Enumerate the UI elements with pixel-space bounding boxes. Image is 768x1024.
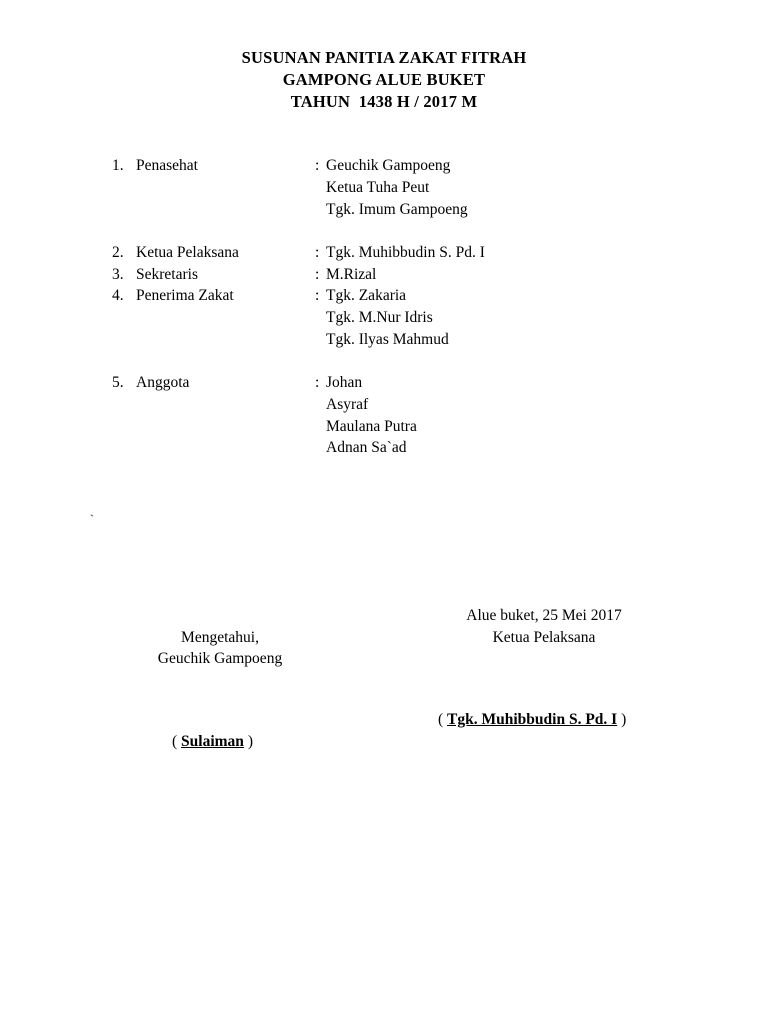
role-label: Ketua Pelaksana — [136, 244, 239, 261]
member-name: Tgk. Ilyas Mahmud — [326, 331, 449, 348]
member-name: Geuchik Gampoeng — [326, 157, 451, 174]
acknowledgement-label: Mengetahui, — [181, 629, 259, 646]
committee-row-anggota — [0, 372, 768, 394]
colon: : — [315, 266, 320, 283]
colon: : — [315, 244, 320, 261]
member-name: Tgk. Muhibbudin S. Pd. I — [326, 244, 485, 261]
signatory-title-left: Geuchik Gampoeng — [157, 650, 283, 667]
committee-row-penerima-zakat — [0, 285, 768, 307]
item-number: 1. — [112, 157, 124, 174]
member-name: Tgk. M.Nur Idris — [326, 309, 433, 326]
committee-row-continued — [0, 416, 768, 438]
signatory-title-right: Ketua Pelaksana — [492, 629, 596, 646]
title-line-2: GAMPONG ALUE BUKET — [282, 70, 486, 89]
member-name: M.Rizal — [326, 266, 377, 283]
committee-row-penasehat — [0, 155, 768, 177]
place-date: Alue buket, 25 Mei 2017 — [466, 607, 622, 624]
member-name: Adnan Sa`ad — [326, 439, 407, 456]
committee-row-continued — [0, 437, 768, 459]
member-name: Asyraf — [326, 396, 369, 413]
member-name: Ketua Tuha Peut — [326, 179, 430, 196]
role-label: Penasehat — [136, 157, 198, 174]
signature-left — [172, 731, 253, 753]
item-number: 4. — [112, 287, 124, 304]
member-name: Maulana Putra — [326, 418, 417, 435]
paren-open: ( — [438, 711, 448, 728]
title-line-3: TAHUN 1438 H / 2017 M — [290, 92, 478, 111]
item-number: 3. — [112, 266, 124, 283]
role-label: Penerima Zakat — [136, 287, 234, 304]
document-title — [0, 47, 768, 113]
stray-mark: ` — [90, 512, 94, 526]
committee-row-continued — [0, 177, 768, 199]
committee-row-continued — [0, 199, 768, 221]
item-number: 5. — [112, 374, 124, 391]
committee-row-sekretaris — [0, 264, 768, 286]
role-label: Sekretaris — [136, 266, 198, 283]
item-number: 2. — [112, 244, 124, 261]
role-label: Anggota — [136, 374, 190, 391]
paren-close: ) — [617, 711, 627, 728]
signature-right — [438, 709, 626, 731]
member-name: Tgk. Zakaria — [326, 287, 407, 304]
paren-open: ( — [172, 733, 182, 750]
member-name: Johan — [326, 374, 363, 391]
committee-row-continued — [0, 329, 768, 351]
committee-row-ketua-pelaksana — [0, 242, 768, 264]
signatory-name-left: Sulaiman — [181, 733, 244, 750]
colon: : — [315, 157, 320, 174]
signatory-name-right: Tgk. Muhibbudin S. Pd. I — [447, 711, 618, 728]
title-line-1: SUSUNAN PANITIA ZAKAT FITRAH — [241, 48, 527, 67]
paren-close: ) — [243, 733, 253, 750]
colon: : — [315, 374, 320, 391]
colon: : — [315, 287, 320, 304]
committee-row-continued — [0, 394, 768, 416]
member-name: Tgk. Imum Gampoeng — [326, 201, 468, 218]
committee-row-continued — [0, 307, 768, 329]
